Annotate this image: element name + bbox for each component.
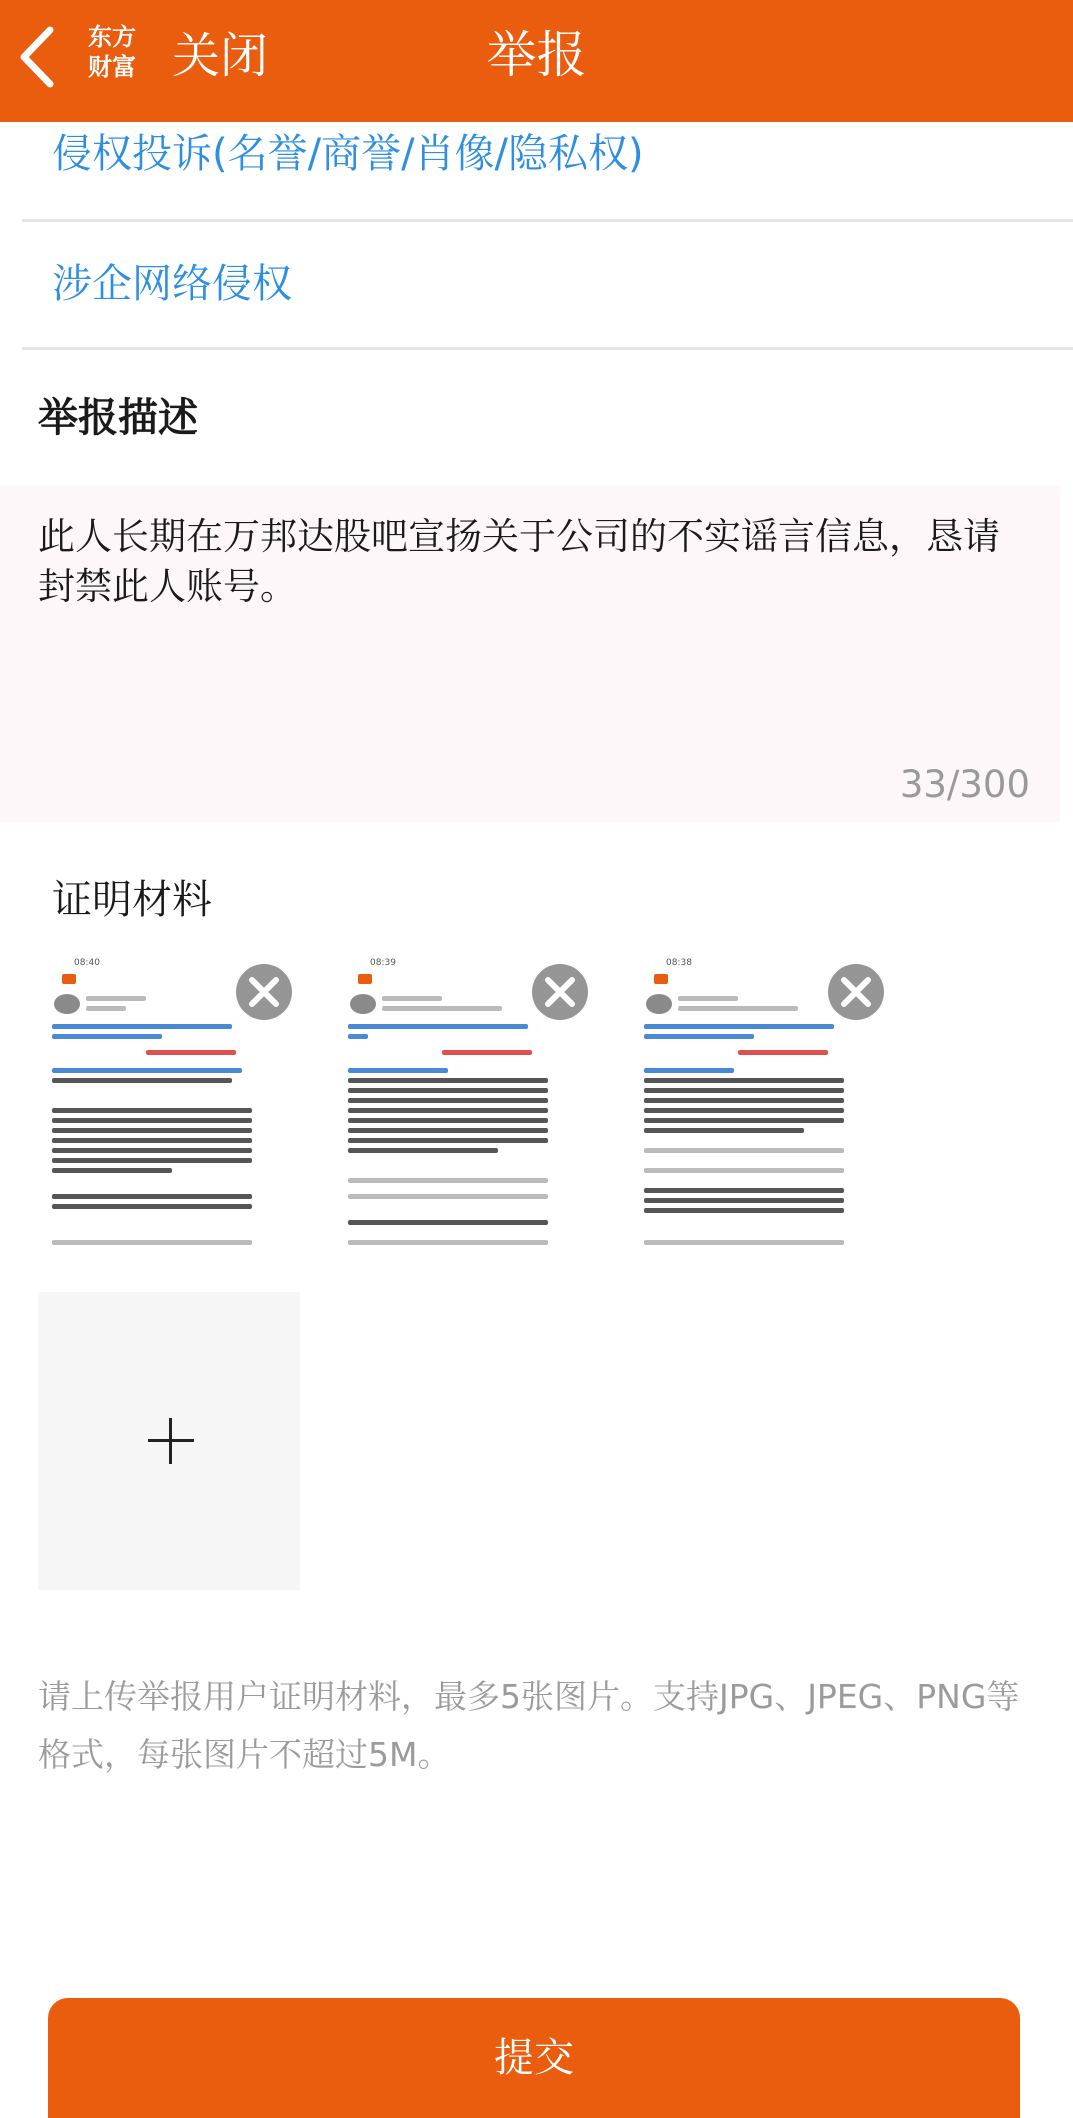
- evidence-section-title: 证明材料: [52, 877, 212, 923]
- thumbnail-badge: [654, 974, 668, 984]
- thumbnail-avatar: [54, 994, 80, 1014]
- report-option-label: 涉企网络侵权: [52, 261, 292, 307]
- report-option-enterprise[interactable]: [22, 222, 1073, 350]
- thumbnail-badge: [62, 974, 76, 984]
- upload-hint: 请上传举报用户证明材料，最多5张图片。支持JPG、JPEG、PNG等格式，每张图片不超过5M。: [38, 1677, 1020, 1774]
- remove-thumbnail-button[interactable]: [530, 962, 590, 1022]
- add-image-button[interactable]: [38, 1292, 300, 1590]
- description-text: 此人长期在万邦达股吧宣扬关于公司的不实谣言信息，恳请封禁此人账号。: [38, 515, 1000, 608]
- close-circle-icon: [530, 962, 590, 1022]
- thumbnail-status-time: 08:40: [74, 958, 100, 968]
- report-option-label: 侵权投诉(名誉/商誉/肖像/隐私权): [52, 131, 644, 177]
- description-textarea[interactable]: [0, 486, 1060, 822]
- remove-thumbnail-button[interactable]: [234, 962, 294, 1022]
- thumbnail-badge: [358, 974, 372, 984]
- description-section-title: 举报描述: [38, 395, 198, 441]
- character-counter: 33/300: [899, 763, 1030, 806]
- thumbnail-status-time: 08:39: [370, 958, 396, 968]
- close-circle-icon: [234, 962, 294, 1022]
- thumbnail-avatar: [350, 994, 376, 1014]
- app-logo: 东方财富: [77, 22, 147, 88]
- page-title: 举报: [486, 26, 587, 84]
- close-button[interactable]: 关闭: [172, 28, 269, 84]
- remove-thumbnail-button[interactable]: [826, 962, 886, 1022]
- thumbnail-status-time: 08:38: [666, 958, 692, 968]
- report-option-infringement[interactable]: [22, 94, 1073, 222]
- close-circle-icon: [826, 962, 886, 1022]
- thumbnail-avatar: [646, 994, 672, 1014]
- submit-button[interactable]: 提交: [48, 1998, 1020, 2118]
